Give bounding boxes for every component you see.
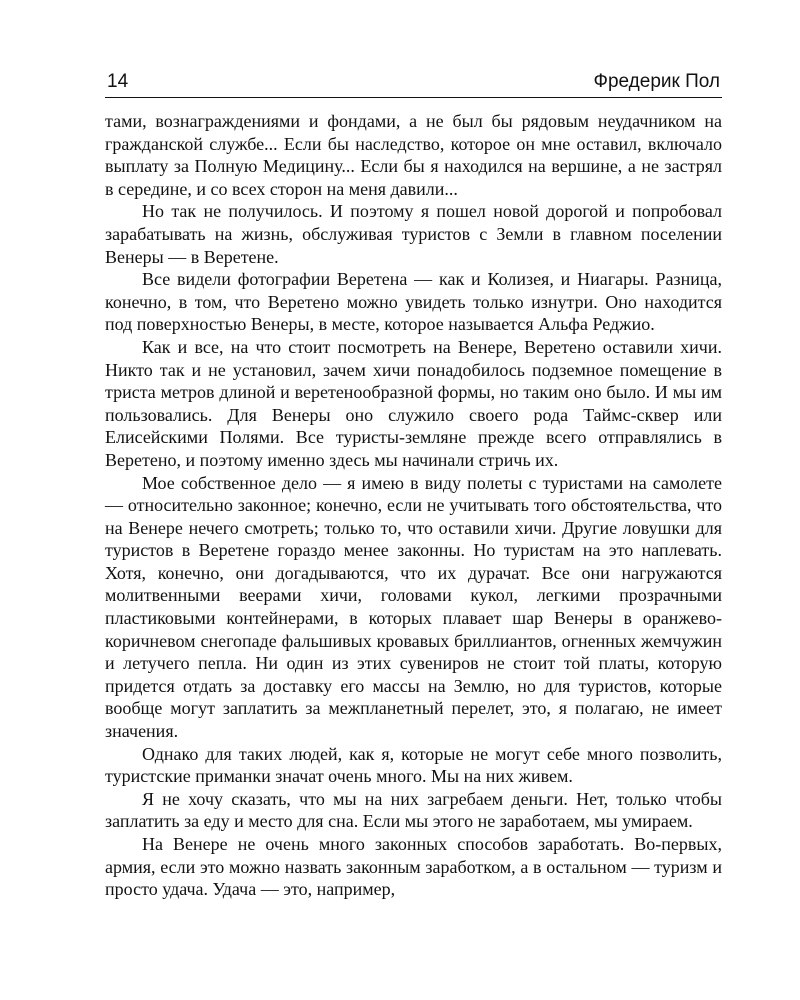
book-page [105, 70, 722, 901]
paragraph: Мое собственное дело — я имею в виду полеты с туристами на самолете — относительно законное; конечно, если не учитывать того обстоятельства, что на Венере нечего смотреть; только то, что оставили хичи. Другие ловушки для туристов в Веретене гораздо менее законны. Но туристам на это наплевать. Хотя, конечно, они догадываются, что их дурачат. Все они нагружаются молитвенными веерами хичи, головами кукол, легкими прозрачными пластиковыми контейнерами, в которых плавает шар Венеры в оранжево-коричневом снегопаде фальшивых кровавых бриллиантов, огненных жемчужин и летучего пепла. Ни один из этих сувениров не стоит той платы, которую придется отдать за доставку его массы на Землю, но для туристов, которые вообще могут заплатить за межпланетный перелет, это, я полагаю, не имеет значения. [105, 472, 722, 742]
running-title: Фредерик Пол [593, 71, 720, 92]
header-rule [105, 97, 722, 98]
paragraph: тами, вознаграждениями и фондами, а не был бы рядовым неудачником на гражданской службе... Если бы наследство, которое он мне оставил, включало выплату за Полную Медицину... Если бы я находился на вершине, а не застрял в середине, и со всех сторон на меня давили... [105, 111, 722, 199]
body-text [105, 110, 722, 901]
paragraph: На Венере не очень много законных способов заработать. Во-первых, армия, если это можно назвать законным заработком, а в остальном — туризм и просто удача. Удача — это, например, [105, 834, 722, 900]
page-number: 14 [107, 71, 129, 92]
paragraph: Но так не получилось. И поэтому я пошел новой дорогой и попробовал зарабатывать на жизнь, обслуживая туристов с Земли в главном поселении Венеры — в Веретене. [105, 201, 722, 267]
running-header [105, 70, 722, 94]
paragraph: Однако для таких людей, как я, которые не могут себе много позволить, туристские приманки значат очень много. Мы на них живем. [105, 743, 722, 787]
paragraph: Как и все, на что стоит посмотреть на Венере, Веретено оставили хичи. Никто так и не установил, зачем хичи понадобилось подземное помещение в триста метров длиной и веретенообразной формы, но таким оно было. И мы им пользовались. Для Венеры оно служило своего рода Таймс-сквер или Елисейскими Полями. Все туристы-земляне прежде всего отправлялись в Веретено, и поэтому именно здесь мы начинали стричь их. [105, 336, 722, 470]
paragraph: Я не хочу сказать, что мы на них загребаем деньги. Нет, только чтобы заплатить за еду и место для сна. Если мы этого не заработаем, мы умираем. [105, 788, 722, 832]
paragraph: Все видели фотографии Веретена — как и Колизея, и Ниагары. Разница, конечно, в том, что Веретено можно увидеть только изнутри. Оно находится под поверхностью Венеры, в месте, которое называется Альфа Реджио. [105, 269, 722, 335]
